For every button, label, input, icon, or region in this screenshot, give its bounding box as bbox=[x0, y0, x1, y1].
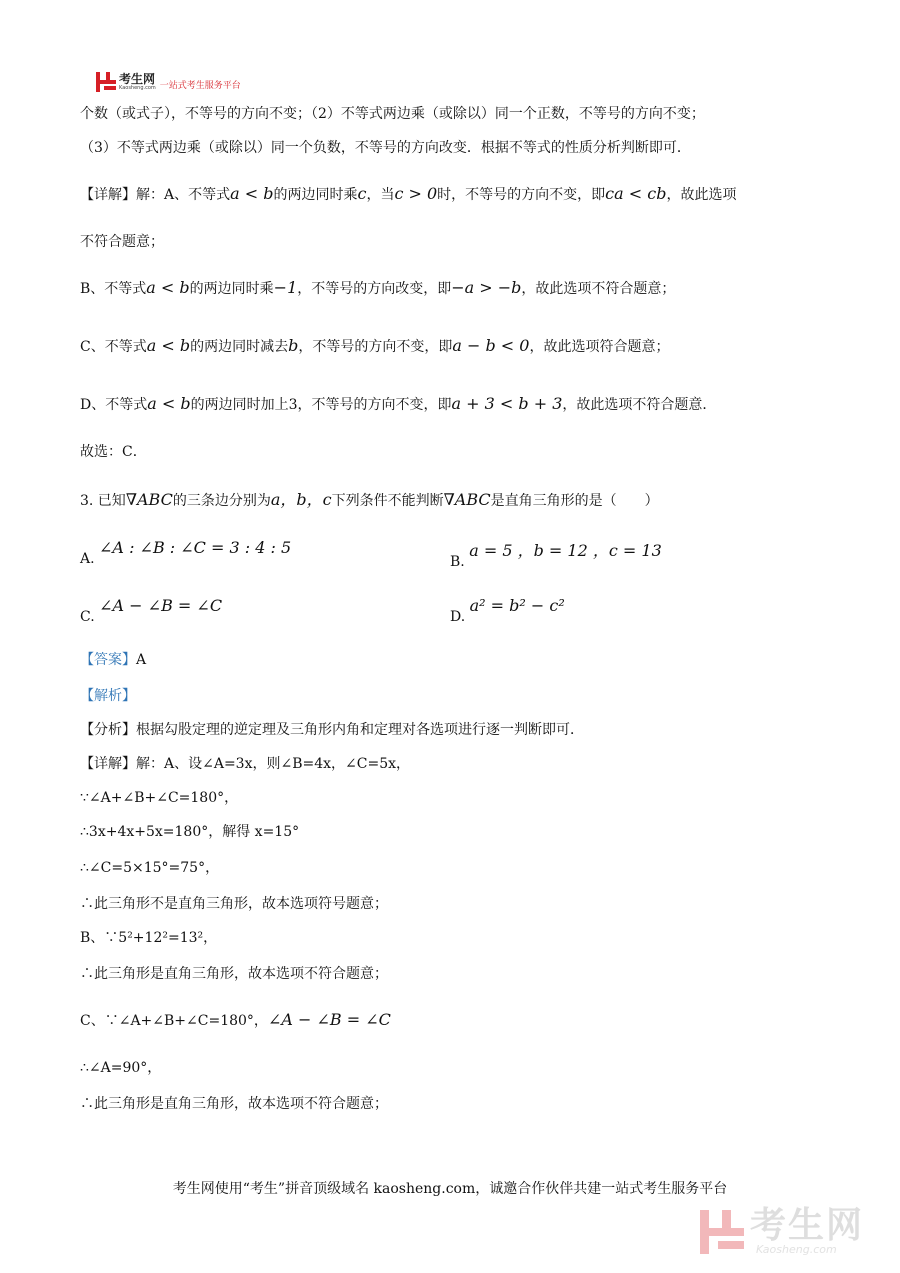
math-expr: ∇ABC bbox=[443, 490, 491, 509]
text-line: C、∵∠A+∠B+∠C=180°，∠A − ∠B = ∠C bbox=[80, 1010, 391, 1029]
text-line: 个数（或式子），不等号的方向不变；（2）不等式两边乘（或除以）同一个正数，不等号的方向不变； bbox=[80, 106, 705, 122]
text-line: ∴∠A=90°， bbox=[80, 1060, 162, 1076]
math-expr: 3 bbox=[288, 397, 298, 413]
math-expr: b bbox=[288, 336, 299, 355]
watermark-logo bbox=[700, 1205, 864, 1256]
math-expr: c > 0 bbox=[394, 184, 438, 203]
text-line: C、不等式a < b的两边同时减去b，不等号的方向不变，即a − b < 0，故此选项符合题意； bbox=[80, 336, 670, 355]
math-expr: −a > −b bbox=[451, 278, 522, 297]
logo-name: 考生网 bbox=[119, 72, 156, 86]
text-line: （3）不等式两边乘（或除以）同一个负数，不等号的方向改变．根据不等式的性质分析判断即可． bbox=[80, 140, 691, 156]
page-footer: 考生网使用“考生”拼音顶级域名 kaosheng.com，诚邀合作伙伴共建一站式考生服务平台 bbox=[172, 1181, 728, 1197]
text-line: 【详解】解：A、不等式a < b的两边同时乘c，当c > 0时，不等号的方向不变，即ca < cb，故此选项 bbox=[80, 184, 737, 203]
math-expr: ∠A − ∠B = ∠C bbox=[267, 1010, 391, 1029]
text-line: ∵∠A+∠B+∠C=180°， bbox=[80, 790, 239, 806]
math-expr: a < b bbox=[146, 336, 191, 355]
answer-tag: 【答案】 bbox=[80, 652, 136, 668]
math-expr: a，b，c bbox=[270, 490, 332, 509]
logo-icon bbox=[96, 72, 116, 92]
text-line: 不符合题意； bbox=[80, 234, 164, 250]
text-line: B、不等式a < b的两边同时乘−1，不等号的方向改变，即−a > −b，故此选项不符合题意； bbox=[80, 278, 676, 297]
text-line: D、不等式a < b的两边同时加上3，不等号的方向不变，即a + 3 < b + 3，故此选项不符合题意． bbox=[80, 394, 717, 413]
text-line: B、∵5²+12²=13²， bbox=[80, 930, 218, 946]
text-line: ∴此三角形是直角三角形，故本选项不符合题意； bbox=[80, 1096, 388, 1112]
logo-slogan: 一站式考生服务平台 bbox=[159, 80, 241, 91]
text-line: ∴此三角形不是直角三角形，故本选项符号题意； bbox=[80, 896, 388, 912]
option-d: D. a² = b² − c² bbox=[450, 596, 565, 625]
text-line: 【详解】解：A、设∠A=3x，则∠B=4x，∠C=5x， bbox=[80, 756, 411, 772]
watermark-domain: Kaosheng.com bbox=[755, 1243, 837, 1256]
math-expr: −1 bbox=[273, 278, 298, 297]
text-line: ∴此三角形是直角三角形，故本选项不符合题意； bbox=[80, 966, 388, 982]
site-logo bbox=[96, 72, 241, 92]
option-b: B. a = 5 ，b = 12 ，c = 13 bbox=[450, 541, 662, 570]
math-expr: ca < cb bbox=[605, 184, 667, 203]
watermark-icon bbox=[700, 1210, 744, 1254]
math-expr: a < b bbox=[146, 278, 190, 297]
watermark-name: 考生网 bbox=[749, 1205, 864, 1246]
answer-line bbox=[80, 650, 146, 670]
text-line: 【分析】根据勾股定理的逆定理及三角形内角和定理对各选项进行逐一判断即可． bbox=[80, 722, 584, 738]
math-expr: a < b bbox=[147, 394, 191, 413]
analysis-tag: 【解析】 bbox=[80, 688, 136, 704]
text-line: 故选：C． bbox=[80, 444, 147, 460]
question-3: 3. 已知∇ABC的三条边分别为a，b，c下列条件不能判断∇ABC是直角三角形的是（ ） bbox=[80, 490, 659, 509]
math-expr: a − b < 0 bbox=[452, 336, 530, 355]
math-expr: c bbox=[357, 184, 367, 203]
math-expr: ∇ABC bbox=[125, 490, 173, 509]
option-a: A. ∠A : ∠B : ∠C = 3 : 4 : 5 bbox=[80, 538, 292, 567]
answer-value: A bbox=[136, 652, 147, 668]
logo-domain: Kaosheng.com bbox=[119, 85, 156, 91]
math-expr: a + 3 < b + 3 bbox=[451, 394, 563, 413]
text-line: ∴∠C=5×15°=75°， bbox=[80, 860, 220, 876]
math-expr: a < b bbox=[230, 184, 274, 203]
text-line: ∴3x+4x+5x=180°，解得 x=15° bbox=[80, 824, 300, 840]
option-c: C. ∠A − ∠B = ∠C bbox=[80, 596, 223, 625]
